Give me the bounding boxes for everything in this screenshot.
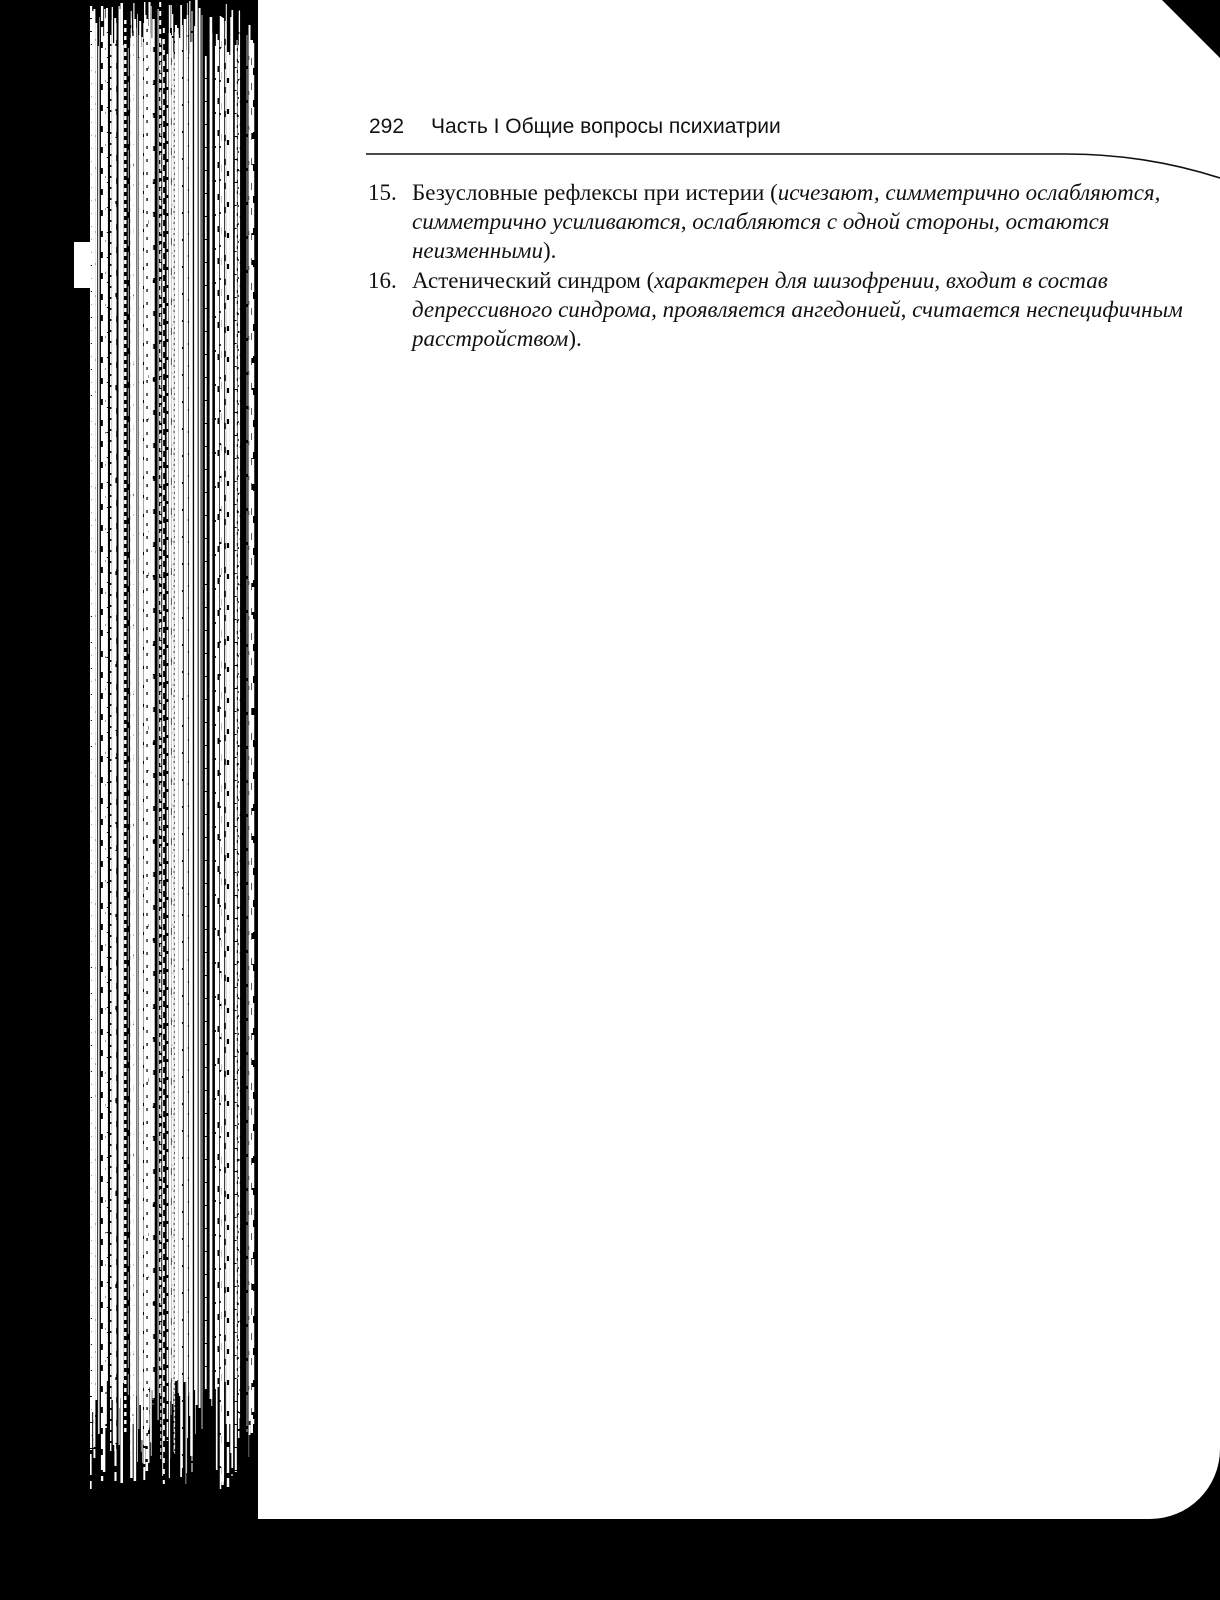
page-edge-marker bbox=[74, 242, 90, 288]
book-page-edges bbox=[90, 0, 270, 1600]
question-number: 15. bbox=[368, 180, 397, 205]
section-title: Часть I Общие вопросы психиатрии bbox=[431, 115, 781, 138]
question-15 bbox=[368, 178, 1203, 265]
question-list bbox=[368, 178, 1203, 354]
folded-corner bbox=[1162, 0, 1220, 58]
question-tail: ). bbox=[542, 238, 557, 263]
question-number: 16. bbox=[368, 268, 397, 293]
question-options: характерен для шизофрении, входит в состав депрессивного синдрома, проявляется ангедонией, считается неспецифичным расстройством bbox=[412, 268, 1183, 351]
header-rule bbox=[366, 140, 1220, 180]
question-stem: Безусловные рефлексы при истерии ( bbox=[412, 180, 778, 205]
question-16 bbox=[368, 266, 1203, 353]
page-number: 292 bbox=[369, 115, 405, 138]
running-head bbox=[369, 115, 781, 139]
question-options: исчезают, симметрично ослабляются, симметрично усиливаются, ослабляются с одной стороны, остаются неизменными bbox=[412, 180, 1161, 263]
question-tail: ). bbox=[568, 326, 582, 351]
question-stem: Астенический синдром ( bbox=[412, 268, 655, 293]
